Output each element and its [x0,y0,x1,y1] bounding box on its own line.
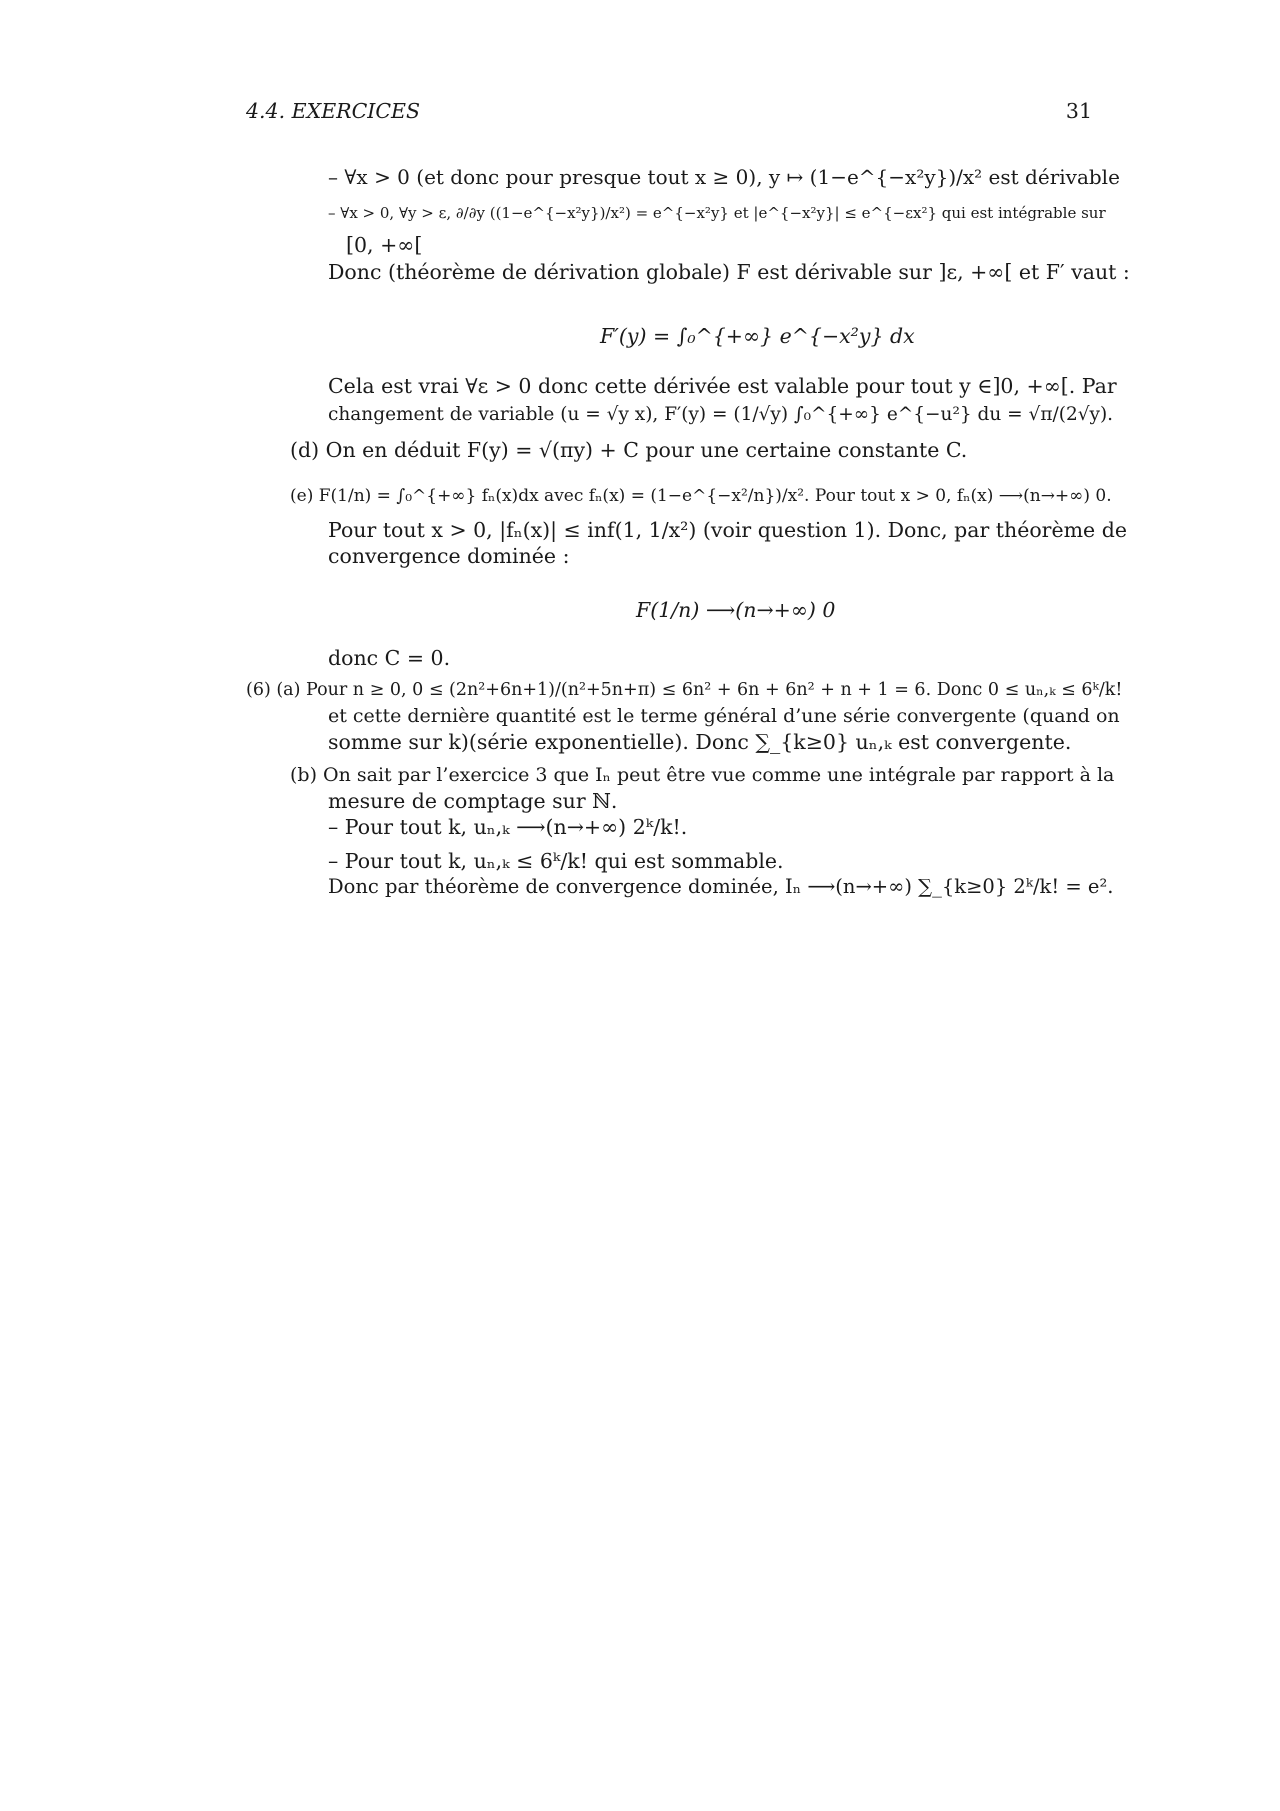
text-line-10: Pour tout x > 0, |fₙ(x)| ≤ inf(1, 1/x²) (voir question 1). Donc, par théorème de [328,518,1127,542]
display-equation-fprime: F′(y) = ∫₀^{+∞} e^{−x²y} dx [600,324,915,348]
text-line-16: somme sur k)(série exponentielle). Donc ∑_{k≥0} uₙ,ₖ est convergente. [328,730,1072,754]
text-line-11: convergence dominée : [328,544,570,568]
page-number: 31 [1065,99,1092,123]
text-line-18: mesure de comptage sur ℕ. [328,789,618,813]
text-line-3: [0, +∞[ [346,233,423,257]
running-header-section: 4.4. EXERCICES [246,99,421,123]
conclusion-line: Donc par théorème de convergence dominée, Iₙ ⟶(n→+∞) ∑_{k≥0} 2ᵏ/k! = e². [328,875,1114,898]
text-line-7: changement de variable (u = √y x), F′(y) = (1/√y) ∫₀^{+∞} e^{−u²} du = √π/(2√y). [328,404,1114,425]
item-e: (e) F(1/n) = ∫₀^{+∞} fₙ(x)dx avec fₙ(x) = (1−e^{−x²/n})/x². Pour tout x > 0, fₙ(x) ⟶(n→+∞) 0. [290,486,1112,506]
item-6b: (b) On sait par l’exercice 3 que Iₙ peut être vue comme une intégrale par rapport à la [290,764,1115,786]
text-line-6: Cela est vrai ∀ε > 0 donc cette dérivée est valable pour tout y ∈]0, +∞[. Par [328,374,1117,398]
text-line-13: donc C = 0. [328,646,451,670]
text-line-1: – ∀x > 0 (et donc pour presque tout x ≥ 0), y ↦ (1−e^{−x²y})/x² est dérivable [328,165,1120,189]
display-equation-limit: F(1/n) ⟶(n→+∞) 0 [636,598,836,622]
item-6a: (6) (a) Pour n ≥ 0, 0 ≤ (2n²+6n+1)/(n²+5n+π) ≤ 6n² + 6n + 6n² + n + 1 = 6. Donc 0 ≤ uₙ,ₖ ≤ 6ᵏ/k! [246,680,1123,700]
bullet-limit: – Pour tout k, uₙ,ₖ ⟶(n→+∞) 2ᵏ/k!. [328,815,688,839]
bullet-bound: – Pour tout k, uₙ,ₖ ≤ 6ᵏ/k! qui est sommable. [328,849,784,873]
item-d: (d) On en déduit F(y) = √(πy) + C pour une certaine constante C. [290,438,968,462]
text-line-2: – ∀x > 0, ∀y > ε, ∂/∂y ((1−e^{−x²y})/x²) = e^{−x²y} et |e^{−x²y}| ≤ e^{−εx²} qui est intégrable sur [328,204,1106,222]
text-line-4: Donc (théorème de dérivation globale) F est dérivable sur ]ε, +∞[ et F′ vaut : [328,260,1130,284]
text-line-15: et cette dernière quantité est le terme général d’une série convergente (quand on [328,705,1120,727]
